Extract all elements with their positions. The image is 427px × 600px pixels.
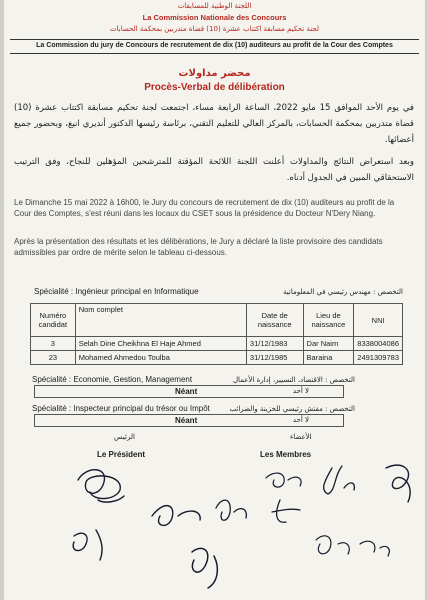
signature-member-6 [272,500,300,522]
french-paragraph-1: Le Dimanche 15 mai 2022 à 16h00, le Jury du concours de recrutement de dix (10) auditeurs au profit de la Cour des Comptes, s'est réuni dans les locaux du CSET sous la présidence du Docteur N'Dery Niang. [14,198,395,218]
signature-member-3 [386,465,410,502]
specialty-2-result-box [34,385,344,398]
members-label-arabic: الأعضاء [290,433,312,441]
header-arabic-jury: لجنة تحكيم مسابقة اكتتاب عشرة (10) قضاة متدربين بمحكمة الحسابات [110,25,319,33]
header-divider-bottom [10,53,419,54]
cell-nni: 2491309783 [354,351,403,365]
header-french-jury: La Commission du jury de Concours de recrutement de dix (10) auditeurs au profit de la Cour des Comptes [36,42,393,49]
specialty-1-arabic: التخصص : مهندس رئيسي في المعلوماتية [283,288,403,296]
arabic-paragraph-2: وبعد استعراض النتائج والمداولات أعلنت اللجنة اللائحة المؤقتة للمترشحين المؤهلين للنجاح، وفق الترتيب الاستحقاقي المبين في الجدول أدناه. [14,157,414,183]
col-date: Date de naissance [246,304,303,337]
col-nom: Nom complet [75,304,246,337]
cell-nni: 8338004086 [354,337,403,351]
signature-member-10 [360,541,389,556]
cell-date: 31/12/1985 [246,351,303,365]
arabic-paragraph-1: في يوم الأحد الموافق 15 مايو 2022، الساعة الرابعة مساء، اجتمعت لجنة تحكيم مسابقة اكتتاب عشرة (10) قضاة متدربين بمحكمة الحسابات، بالمركز العالي للتعليم التقني، برئاسة رئيسها الدكتور أنديري انيغ، وبحضور جميع أعضائها. [14,103,414,145]
specialty-3-neant-french: Néant [175,416,198,425]
table-row [31,337,403,351]
specialty-3-arabic: التخصص : مفتش رئيسي للخزينة والضرائب [229,405,355,413]
signature-member-8 [192,548,217,588]
cell-date: 31/12/1983 [246,337,303,351]
header-divider-top [10,39,419,40]
specialty-3-french: Spécialité : Inspecteur principal du trésor ou Impôt [32,404,210,413]
candidates-table [30,303,403,365]
header-french-committee: La Commission Nationale des Concours [142,13,287,22]
cell-lieu: Dar Naim [303,337,354,351]
signature-member-7 [73,530,102,560]
signature-member-2 [324,466,355,494]
cell-numero: 23 [31,351,76,365]
signatures-area [4,460,425,600]
col-nni: NNI [354,304,403,337]
french-paragraph-2: Après la présentation des résultats et les délibérations, le Jury a déclaré la liste provisoire des candidats admissibles par ordre de mérite selon le tableau ci-dessous. [14,237,383,257]
signature-member-5 [216,500,246,520]
title-arabic: محضر مداولات [178,68,251,79]
specialty-2-french: Spécialité : Economie, Gestion, Management [32,375,193,384]
signature-member-1 [266,473,301,487]
table-row [31,351,403,365]
president-label-arabic: الرئيس [114,433,135,441]
cell-nom: Selah Dine Cheikhna El Haje Ahmed [75,337,246,351]
table-header-row [31,304,403,337]
header-arabic-committee: اللجنة الوطنية للمسابقات [177,2,252,10]
signature-president [78,470,124,502]
specialty-3-neant-arabic: لا أحد [292,416,309,424]
specialty-1-french: Spécialité : Ingénieur principal en Informatique [34,287,199,296]
signature-member-9 [316,536,349,554]
cell-numero: 3 [31,337,76,351]
specialty-2-neant-french: Néant [175,387,198,396]
specialty-3-result-box [34,414,344,427]
col-lieu: Lieu de naissance [303,304,354,337]
document-page [4,0,425,600]
cell-nom: Mohamed Ahmedou Toulba [75,351,246,365]
members-label-french: Les Membres [260,450,312,459]
cell-lieu: Baraina [303,351,354,365]
specialty-2-arabic: التخصص : الاقتصاد، التسيير، إدارة الأعمال [232,376,355,384]
title-french: Procès-Verbal de délibération [144,82,285,93]
specialty-2-neant-arabic: لا أحد [292,387,309,395]
col-numero: Numéro candidat [31,304,76,337]
president-label-french: Le Président [97,450,146,459]
signature-member-4 [152,506,200,526]
